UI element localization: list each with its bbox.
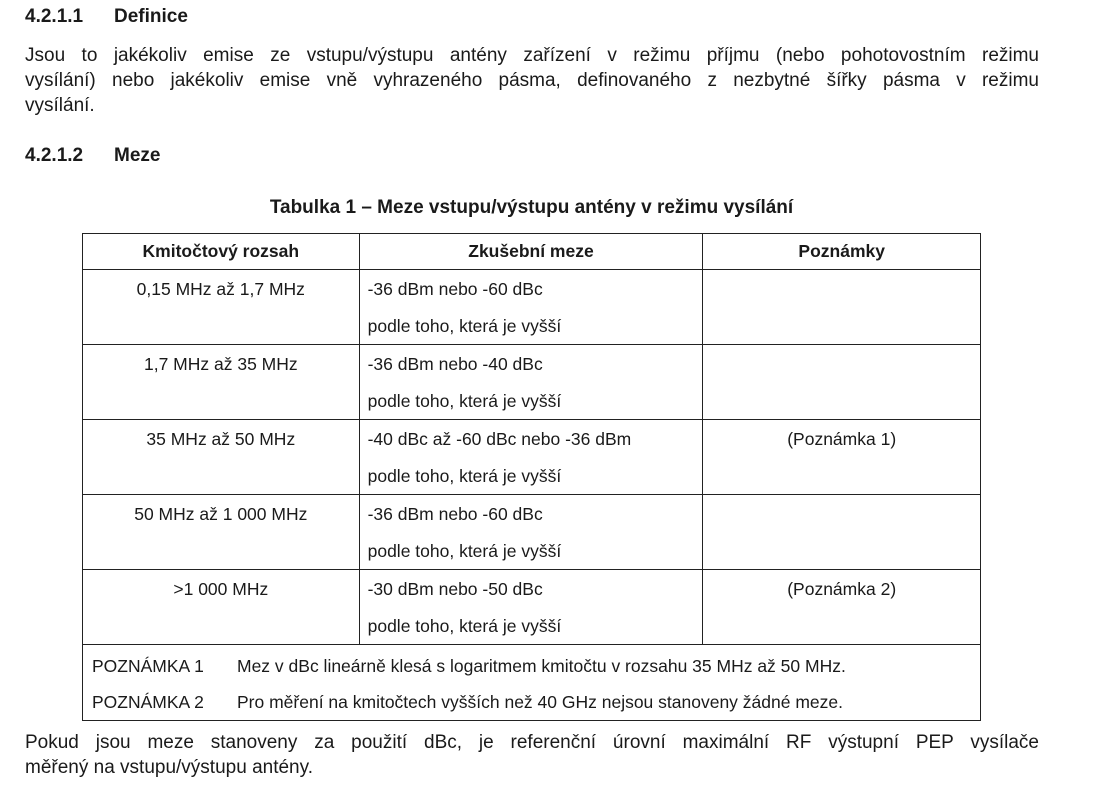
section-number: 4.2.1.2 <box>25 145 84 166</box>
limit-cell: -36 dBm nebo -60 dBc <box>367 279 543 299</box>
limit-qualifier: podle toho, která je vyšší <box>367 391 562 411</box>
limit-qualifier: podle toho, která je vyšší <box>367 466 562 486</box>
section-title: Definice <box>114 6 188 27</box>
paragraph-line: Pokud jsou meze stanoveny za použití dBc, je referenční úrovní maximální RF výstupní PEP vysílače <box>25 732 1039 753</box>
limit-cell: -36 dBm nebo -60 dBc <box>367 504 543 524</box>
limit-qualifier: podle toho, která je vyšší <box>367 616 562 636</box>
section-heading-definice <box>25 6 188 28</box>
paragraph-line: měřený na vstupu/výstupu antény. <box>25 757 313 778</box>
section-title: Meze <box>114 145 161 166</box>
header-frequency-range: Kmitočtový rozsah <box>83 234 360 270</box>
section-heading-meze <box>25 145 160 167</box>
footnote-label: POZNÁMKA 1 <box>92 656 204 676</box>
header-notes: Poznámky <box>703 234 981 270</box>
table-row <box>83 570 981 645</box>
frequency-cell: 0,15 MHz až 1,7 MHz <box>136 279 305 299</box>
footnote-1 <box>92 648 980 684</box>
limit-cell: -36 dBm nebo -40 dBc <box>367 354 543 374</box>
frequency-cell: 35 MHz až 50 MHz <box>146 429 296 449</box>
footnote-text: Pro měření na kmitočtech vyšších než 40 GHz nejsou stanoveny žádné meze. <box>237 692 843 712</box>
footnote-2 <box>92 684 980 720</box>
section-number: 4.2.1.1 <box>25 6 84 27</box>
note-cell: (Poznámka 2) <box>787 579 897 599</box>
definition-paragraph <box>25 43 1039 118</box>
limit-cell: -40 dBc až -60 dBc nebo -36 dBm <box>367 429 632 449</box>
frequency-cell: 50 MHz až 1 000 MHz <box>134 504 308 524</box>
closing-paragraph <box>25 730 1039 780</box>
limit-cell: -30 dBm nebo -50 dBc <box>367 579 543 599</box>
paragraph-line: vysílání) nebo jakékoliv emise vně vyhrazeného pásma, definovaného z nezbytné šířky pásma v režimu <box>25 70 1039 91</box>
paragraph-line: vysílání. <box>25 95 95 116</box>
paragraph-line: Jsou to jakékoliv emise ze vstupu/výstupu antény zařízení v režimu příjmu (nebo pohotovostním režimu <box>25 45 1039 66</box>
frequency-cell: >1 000 MHz <box>173 579 269 599</box>
table-row <box>83 270 981 345</box>
table-row <box>83 420 981 495</box>
note-cell: (Poznámka 1) <box>787 429 897 449</box>
table-caption: Tabulka 1 – Meze vstupu/výstupu antény v režimu vysílání <box>269 197 794 218</box>
limit-qualifier: podle toho, která je vyšší <box>367 316 562 336</box>
table-footnotes <box>83 645 981 721</box>
limit-qualifier: podle toho, která je vyšší <box>367 541 562 561</box>
footnote-text: Mez v dBc lineárně klesá s logaritmem kmitočtu v rozsahu 35 MHz až 50 MHz. <box>237 656 846 676</box>
table-footnotes-row <box>83 645 981 721</box>
table-row <box>83 345 981 420</box>
table-row <box>83 495 981 570</box>
frequency-cell: 1,7 MHz až 35 MHz <box>143 354 298 374</box>
limits-table <box>82 233 981 721</box>
header-test-limits: Zkušební meze <box>359 234 703 270</box>
table-header-row <box>83 234 981 270</box>
footnote-label: POZNÁMKA 2 <box>92 692 204 712</box>
